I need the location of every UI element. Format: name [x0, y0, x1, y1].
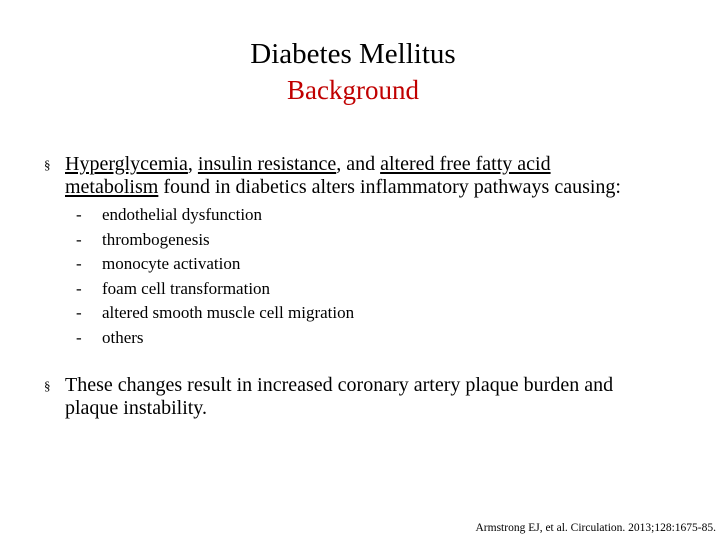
list-item-text: foam cell transformation — [102, 278, 271, 298]
dash-icon: - — [76, 327, 82, 347]
list-item — [76, 277, 354, 302]
list-item-text: others — [102, 327, 144, 347]
bullet-item — [44, 153, 621, 199]
sub-bullet-list — [76, 203, 354, 350]
citation: Armstrong EJ, et al. Circulation. 2013;128:1675-85. — [475, 522, 716, 534]
list-item-text: altered smooth muscle cell migration — [102, 303, 355, 322]
bullet-text-line: These changes result in increased coronary artery plaque burden and — [65, 374, 614, 396]
list-item — [76, 252, 354, 277]
list-item — [76, 228, 354, 253]
text-segment: , — [187, 153, 198, 175]
list-item — [76, 203, 354, 228]
list-item-text: thrombogenesis — [102, 229, 210, 249]
list-item — [76, 326, 354, 351]
dash-icon: - — [76, 254, 82, 273]
list-item-text: monocyte activation — [102, 254, 241, 273]
term-insulin-resistance: insulin resistance — [197, 153, 337, 175]
bullet-item — [44, 374, 613, 420]
bullet-marker-icon: § — [44, 157, 51, 172]
dash-icon: - — [76, 303, 82, 322]
bullet-text-line: plaque instability. — [65, 397, 208, 419]
list-item-text: endothelial dysfunction — [102, 205, 263, 224]
bullet-marker-icon: § — [44, 378, 51, 393]
bullet-text — [65, 153, 621, 199]
slide-subtitle: Background — [287, 75, 419, 105]
text-segment: , and — [336, 153, 381, 175]
term-altered-ffa: altered free fatty acid — [380, 153, 551, 175]
bullet-text — [65, 374, 613, 420]
dash-icon: - — [76, 278, 82, 298]
text-segment: found in diabetics alters inflammatory pathways causing: — [158, 176, 621, 198]
term-hyperglycemia: Hyperglycemia — [65, 153, 188, 175]
term-metabolism: metabolism — [65, 176, 159, 198]
list-item — [76, 301, 354, 326]
dash-icon: - — [76, 229, 82, 249]
slide-title: Diabetes Mellitus — [250, 38, 456, 70]
dash-icon: - — [76, 205, 82, 224]
